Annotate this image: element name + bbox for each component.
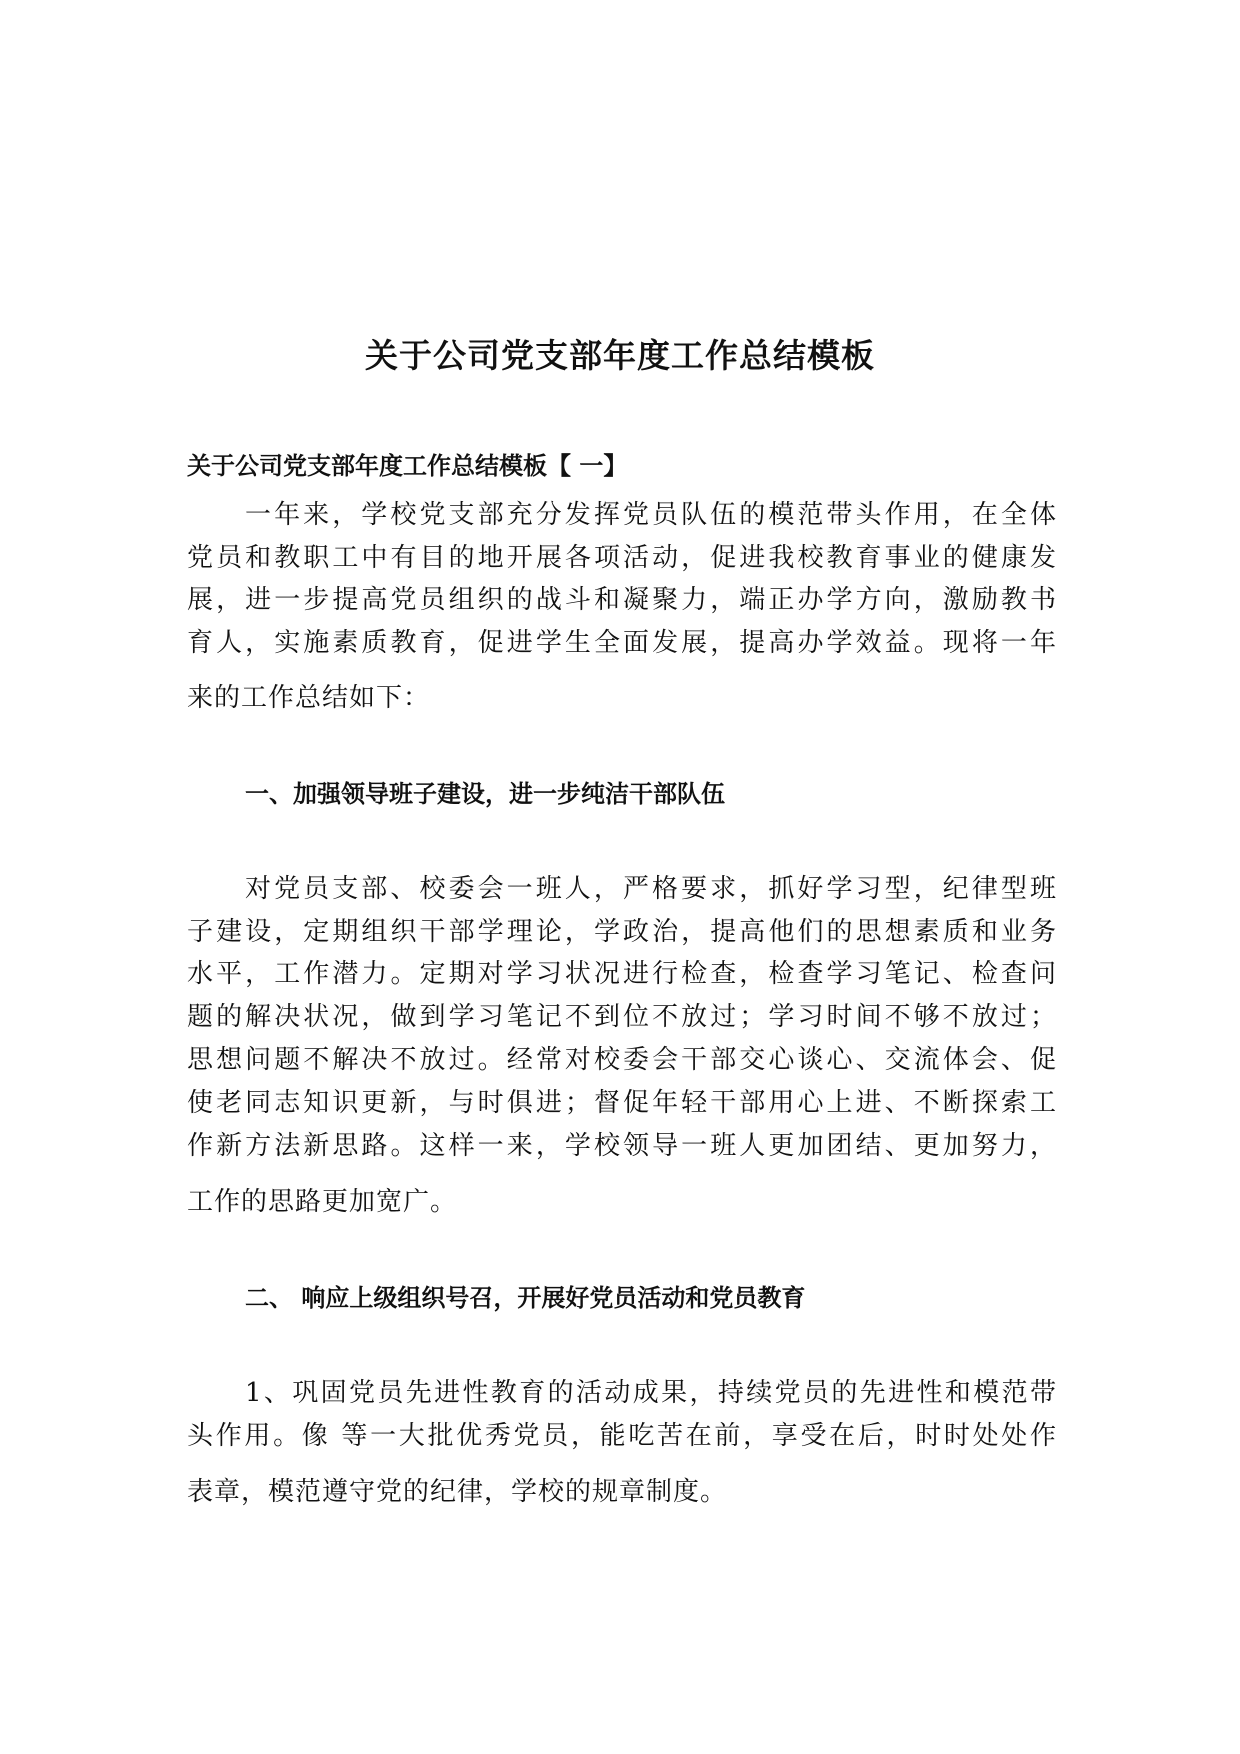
section-heading-1: 一、加强领导班子建设，进一步纯洁干部队伍 [245,779,725,808]
section1-line: 水平，工作潜力。定期对学习状况进行检查，检查学习笔记、检查问 [187,959,1057,989]
document-title: 关于公司党支部年度工作总结模板 [365,336,875,375]
intro-line: 育人，实施素质教育，促进学生全面发展，提高办学效益。现将一年 [187,628,1057,658]
section1-line: 思想问题不解决不放过。经常对校委会干部交心谈心、交流体会、促 [187,1045,1057,1075]
section2-line: 头作用。像 等一大批优秀党员，能吃苦在前，享受在后，时时处处作 [187,1421,1057,1451]
intro-line: 一年来，学校党支部充分发挥党员队伍的模范带头作用，在全体 [245,500,1057,530]
section2-line: 1、巩固党员先进性教育的活动成果，持续党员的先进性和模范带 [245,1378,1057,1408]
section1-line: 题的解决状况，做到学习笔记不到位不放过；学习时间不够不放过； [187,1002,1057,1032]
section-heading-2: 二、 响应上级组织号召，开展好党员活动和党员教育 [245,1283,806,1312]
section1-line: 子建设，定期组织干部学理论，学政治，提高他们的思想素质和业务 [187,917,1057,947]
section2-line: 表章，模范遵守党的纪律，学校的规章制度。 [187,1477,728,1507]
section1-line: 使老同志知识更新，与时俱进；督促年轻干部用心上进、不断探索工 [187,1088,1057,1118]
intro-line: 来的工作总结如下： [187,683,431,713]
intro-line: 展，进一步提高党员组织的战斗和凝聚力，端正办学方向，激励教书 [187,585,1057,615]
section1-line: 对党员支部、校委会一班人，严格要求，抓好学习型，纪律型班 [245,874,1057,904]
section1-line: 工作的思路更加宽广。 [187,1187,458,1217]
document-subtitle: 关于公司党支部年度工作总结模板【 一】 [187,451,628,480]
section1-line: 作新方法新思路。这样一来，学校领导一班人更加团结、更加努力， [187,1131,1057,1161]
intro-line: 党员和教职工中有目的地开展各项活动，促进我校教育事业的健康发 [187,543,1057,573]
